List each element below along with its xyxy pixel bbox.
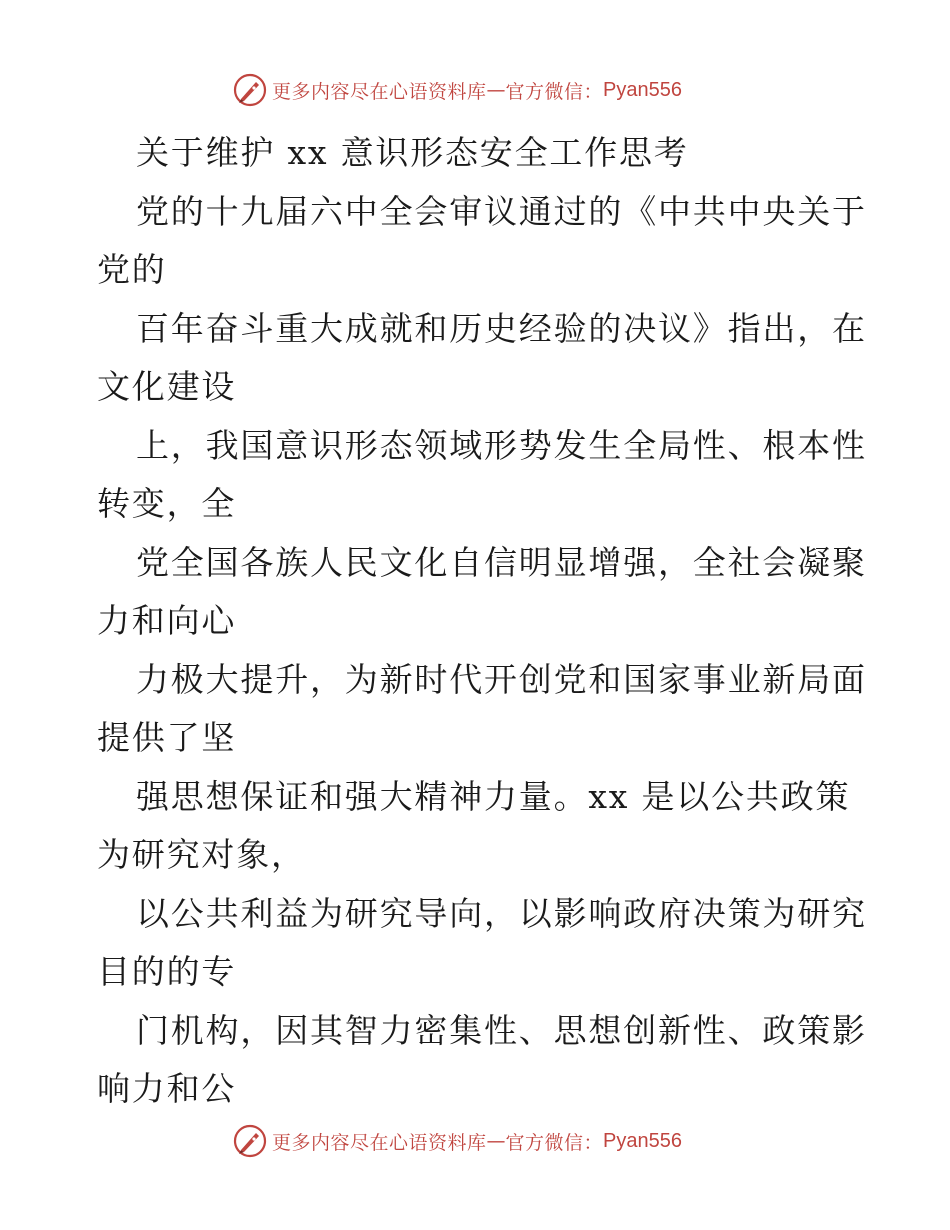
text-line: 强思想保证和强大精神力量。xx 是以公共政策 — [136, 776, 851, 816]
banner-text: 更多内容尽在心语资料库 — [272, 80, 487, 103]
text-line: 文化建设 — [97, 367, 237, 406]
footer-banner — [232, 1121, 682, 1161]
text-line: 响力和公 — [97, 1069, 237, 1108]
text-line: 党的 — [97, 250, 167, 289]
banner-wechat-label: 官方微信： — [505, 80, 604, 103]
text-line: 力极大提升，为新时代开创党和国家事业新局面 — [136, 659, 867, 699]
text-line: 百年奋斗重大成就和历史经验的决议》指出，在 — [136, 308, 867, 348]
header-banner — [232, 70, 682, 110]
text-line: 提供了坚 — [97, 718, 237, 757]
banner-text: 更多内容尽在心语资料库 — [272, 1131, 487, 1154]
text-line: 转变，全 — [97, 484, 237, 523]
document-body — [97, 124, 867, 1119]
banner-account: Pyan556 — [603, 78, 682, 101]
text-line: 门机构，因其智力密集性、思想创新性、政策影 — [136, 1010, 867, 1050]
text-line: 上，我国意识形态领域形势发生全局性、根本性 — [136, 425, 867, 465]
document-title: 关于维护 xx 意识形态安全工作思考 — [136, 133, 689, 172]
text-line: 目的的专 — [97, 952, 237, 991]
banner-separator: — — [486, 1130, 506, 1152]
text-line: 为研究对象， — [97, 835, 306, 874]
text-line: 党的十九届六中全会审议通过的《中共中央关于 — [136, 191, 867, 231]
banner-account: Pyan556 — [603, 1129, 682, 1152]
banner-separator: — — [486, 79, 506, 101]
text-line: 党全国各族人民文化自信明显增强，全社会凝聚 — [136, 542, 867, 582]
text-line: 力和向心 — [97, 601, 237, 640]
banner-wechat-label: 官方微信： — [505, 1131, 604, 1154]
pen-logo-icon — [232, 72, 268, 108]
text-line: 以公共利益为研究导向，以影响政府决策为研究 — [136, 893, 867, 933]
pen-logo-icon — [232, 1123, 268, 1159]
